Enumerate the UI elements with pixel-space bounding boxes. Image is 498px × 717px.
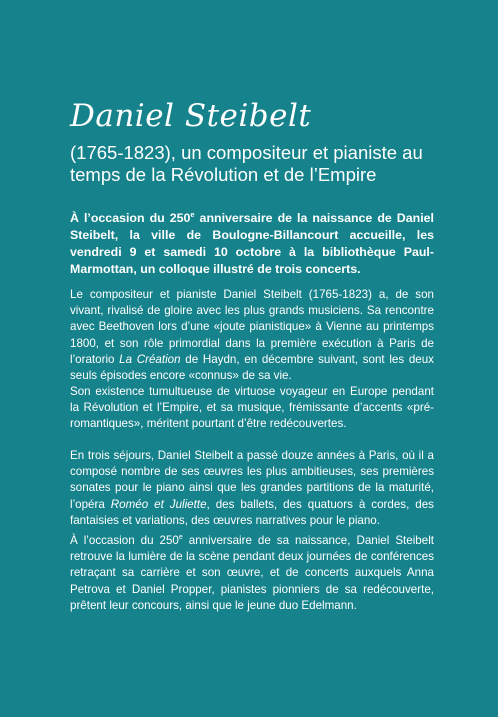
lead-superscript: e: [190, 209, 195, 219]
lead-text-start: À l’occasion du 250: [70, 211, 191, 225]
body-paragraph-1: [70, 287, 434, 384]
paragraph-4-text-end: anniversaire de sa naissance, Daniel Steibelt retrouve la lumière de la scène pendant deux journées de conférences retraçant sa carrière et son œuvre, et de concerts auxquels Anna Petrova et Daniel Propper, pianistes pionniers de sa redécouverte, prêtent leur concours, ainsi que le jeune duo Edelmann.: [70, 534, 434, 612]
page-subtitle: (1765-1823), un compositeur et pianiste au temps de la Révolution et de l’Empire: [70, 142, 423, 185]
paragraph-1-text-end: de Haydn, en décembre suivant, sont les deux seuls épisodes encore «connus» de sa vie.: [70, 352, 434, 383]
paragraph-4-superscript: e: [178, 534, 183, 542]
body-paragraph-3: [70, 448, 434, 529]
lead-text-end: anniversaire de la naissance de Daniel Steibelt, la ville de Boulogne-Billancourt accueille, les vendredi 9 et samedi 10 octobre à la bibliothèque Paul-Marmottan, un colloque illustré de trois concerts.: [70, 211, 434, 276]
work-title-la-creation: La Création: [119, 352, 181, 366]
paragraph-4-text-start: À l’occasion du 250: [70, 534, 179, 547]
work-title-romeo-et-juliette: Roméo et Juliette: [110, 497, 207, 511]
lead-paragraph: [70, 210, 434, 278]
paragraph-1-text-start: Le compositeur et pianiste Daniel Steibelt (1765-1823) a, de son vivant, rivalisé de gloire avec les plus grands musiciens. Sa rencontre avec Beethoven lors d’une «joute pianistique» à Vienne au printemps 1800, et son rôle primordial dans la première exécution à Paris de l’oratorio: [70, 288, 434, 366]
paragraph-3-text-end: , des ballets, des quatuors à cordes, des fantaisies et variations, des œuvres narratives pour le piano.: [70, 497, 434, 527]
body-paragraph-2: Son existence tumultueuse de virtuose voyageur en Europe pendant la Révolution et l’Empire, et sa musique, frémissante d’accents «pré-romantiques», méritent pourtant d’être redécouvertes.: [70, 385, 434, 431]
page-title: Daniel Steibelt: [70, 98, 312, 134]
paragraph-3-text-start: En trois séjours, Daniel Steibelt a passé douze années à Paris, où il a composé nombre de ses œuvres les plus ambitieuses, ses premières sonates pour le piano ainsi que les grandes partitions de la maturité, l’opéra: [70, 449, 434, 511]
body-paragraph-4: [70, 533, 434, 614]
